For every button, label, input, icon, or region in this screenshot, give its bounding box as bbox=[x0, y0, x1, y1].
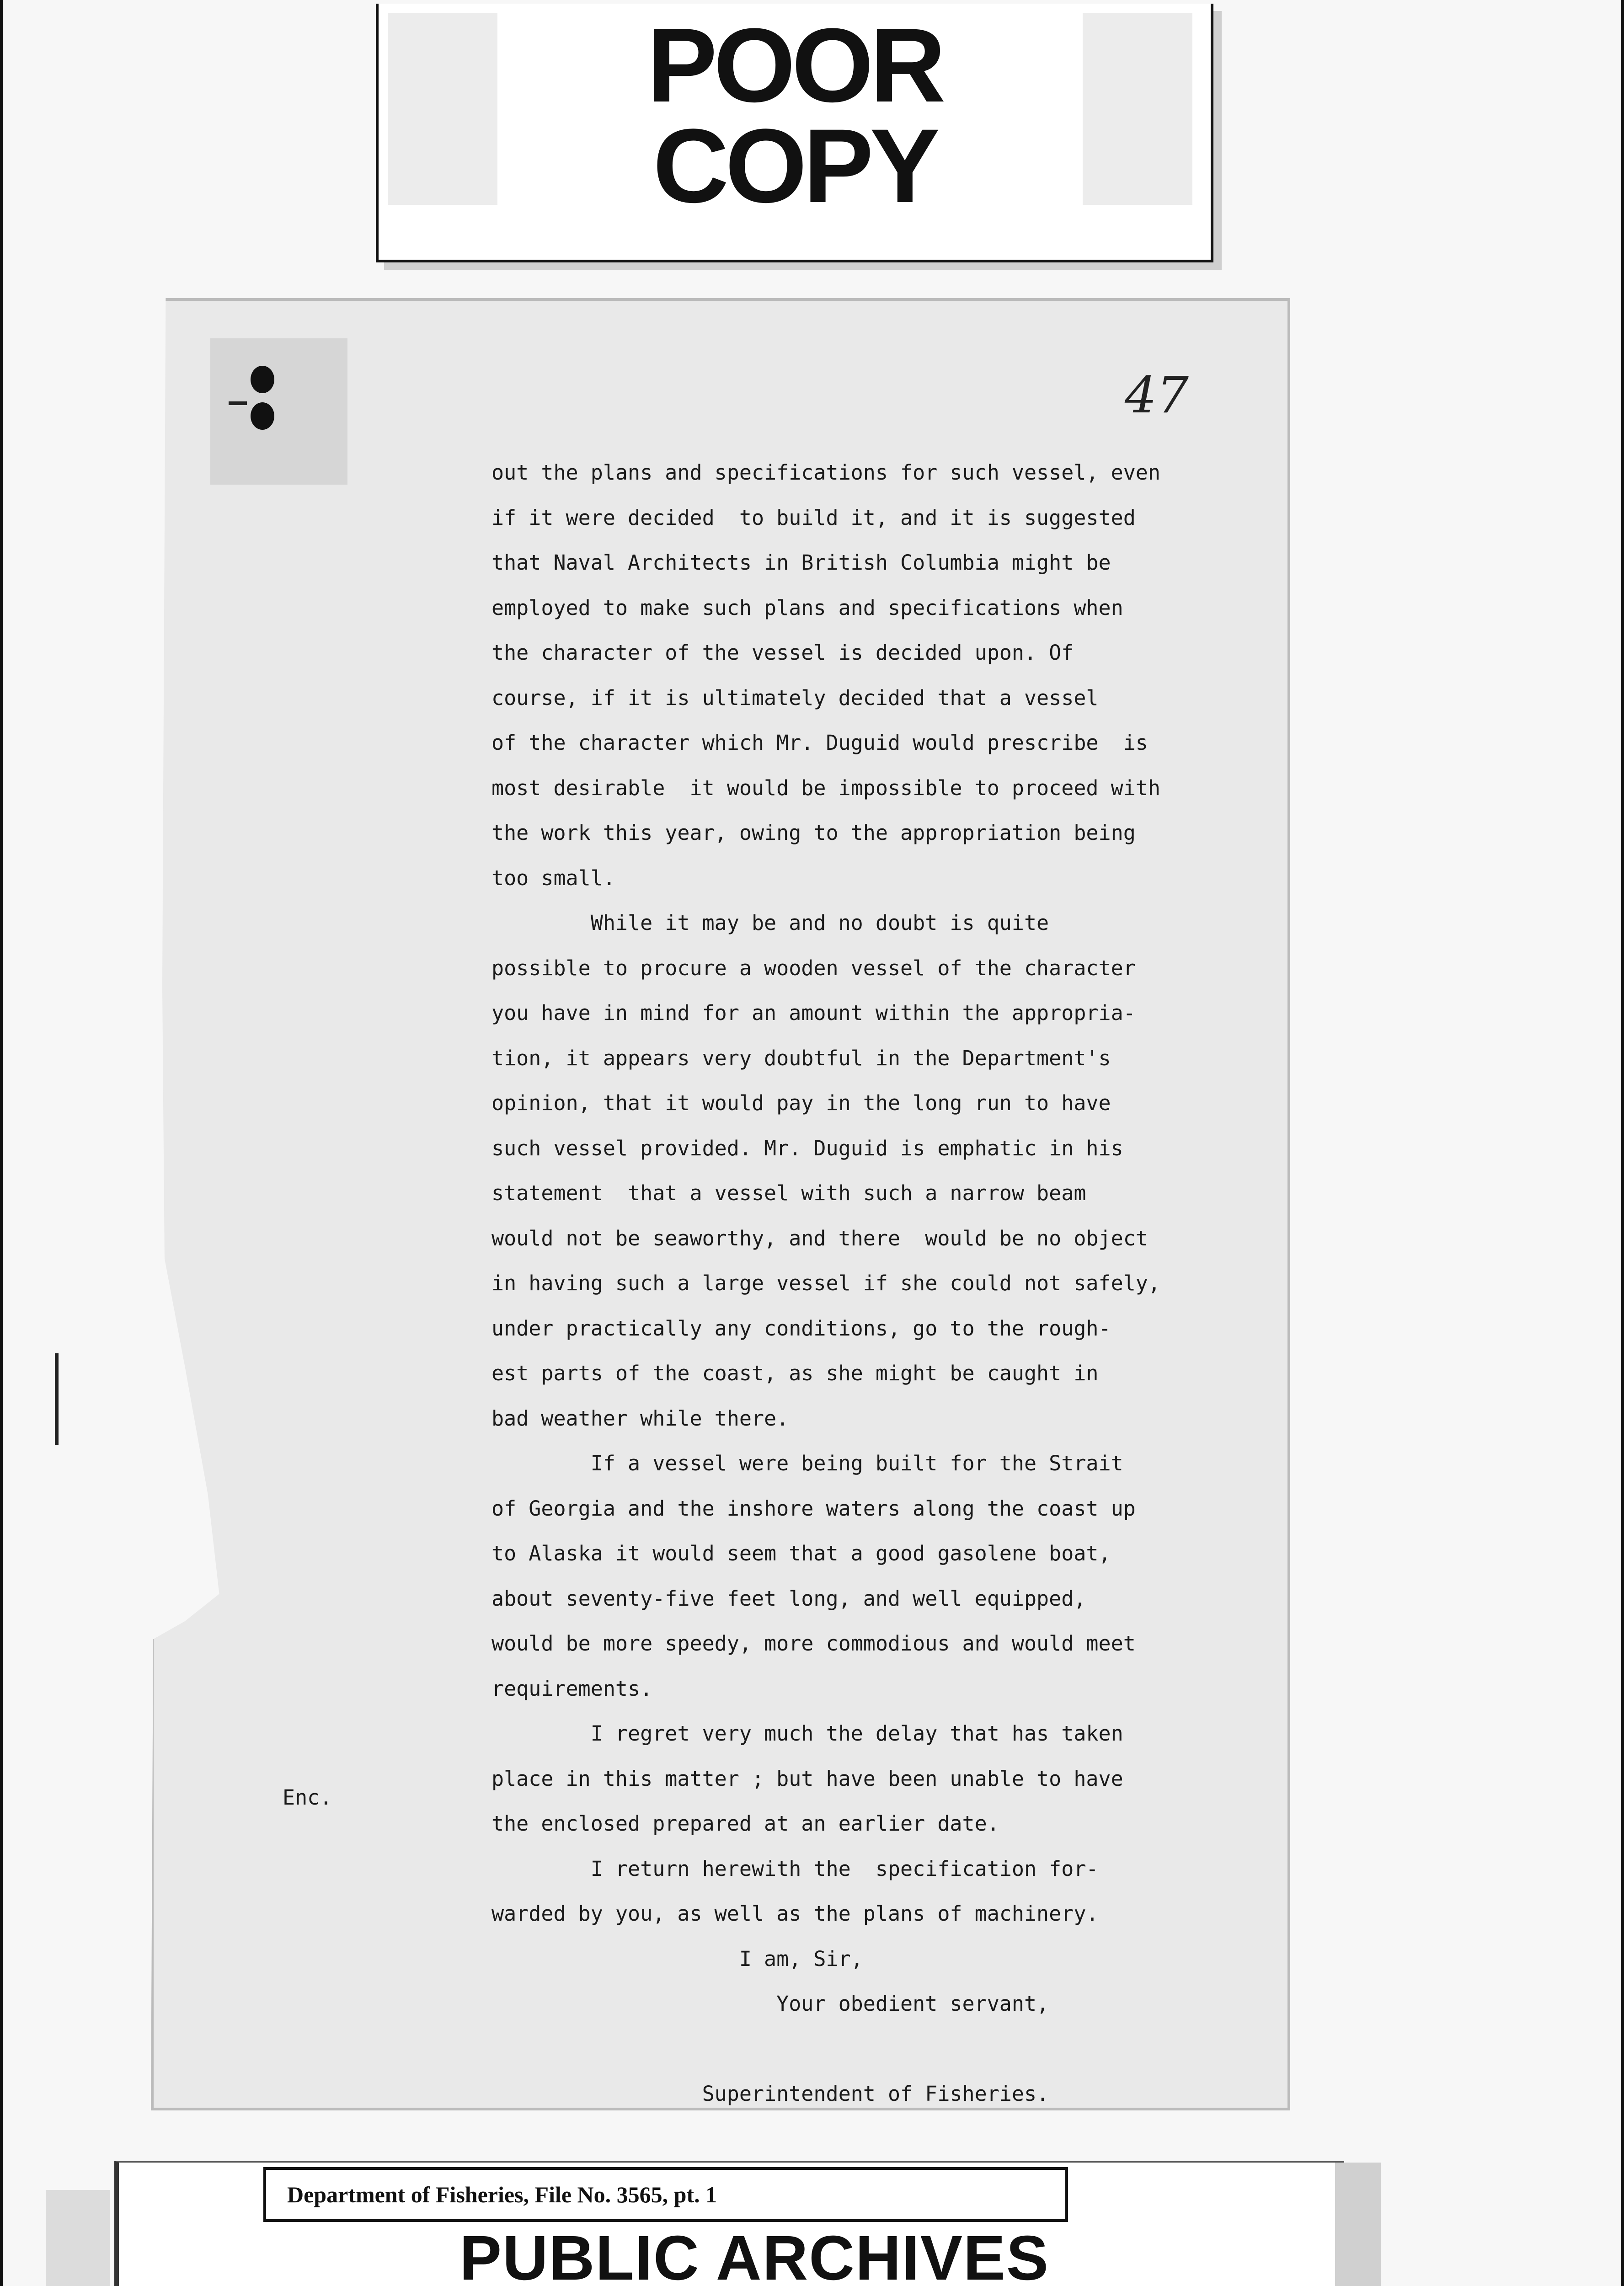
letter-line: est parts of the coast, as she might be caught in bbox=[491, 1361, 1099, 1385]
margin-dash bbox=[229, 401, 247, 405]
letter-line: most desirable it would be impossible to proceed with bbox=[491, 775, 1160, 800]
enclosure-label: Enc. bbox=[283, 1785, 332, 1810]
letter-line: the enclosed prepared at an earlier date. bbox=[491, 1811, 999, 1836]
letter-line: of the character which Mr. Duguid would prescribe is bbox=[491, 731, 1148, 755]
letter-line: place in this matter ; but have been unable to have bbox=[491, 1766, 1123, 1791]
letter-line: the work this year, owing to the appropriation being bbox=[491, 821, 1136, 845]
letter-line: that Naval Architects in British Columbia might be bbox=[491, 550, 1111, 575]
letter-line: to Alaska it would seem that a good gasolene boat, bbox=[491, 1541, 1111, 1565]
poor-copy-line2: COPY bbox=[653, 107, 936, 224]
poor-copy-label bbox=[376, 4, 1213, 262]
letter-line: in having such a large vessel if she could not safely, bbox=[491, 1271, 1160, 1295]
letter-line: would not be seaworthy, and there would be no object bbox=[491, 1226, 1148, 1250]
letter-line bbox=[491, 2027, 1269, 2072]
letter-line: warded by you, as well as the plans of machinery. bbox=[491, 1901, 1099, 1926]
letter-line: If a vessel were being built for the Strait bbox=[491, 1451, 1123, 1475]
letter-line: tion, it appears very doubtful in the Department's bbox=[491, 1046, 1111, 1070]
letter-line: the character of the vessel is decided upon. Of bbox=[491, 641, 1074, 665]
letter-line: out the plans and specifications for such vessel, even bbox=[491, 460, 1160, 485]
letter-body bbox=[491, 450, 1269, 2117]
letter-line: course, if it is ultimately decided that a vessel bbox=[491, 685, 1099, 710]
letter-line: Superintendent of Fisheries. bbox=[491, 2082, 1049, 2106]
letter-line: bad weather while there. bbox=[491, 1406, 789, 1431]
archive-title-english: PUBLIC ARCHIVES bbox=[459, 2223, 1049, 2286]
letter-line: requirements. bbox=[491, 1676, 653, 1701]
letter-line: I am, Sir, bbox=[491, 1946, 863, 1971]
punch-hole-bottom bbox=[251, 402, 274, 430]
letter-line: Your obedient servant, bbox=[491, 1992, 1049, 2016]
letter-line: employed to make such plans and specifications when bbox=[491, 595, 1123, 620]
punch-hole-top bbox=[251, 366, 274, 393]
letter-line: under practically any conditions, go to the rough- bbox=[491, 1316, 1111, 1341]
letter-line: I regret very much the delay that has taken bbox=[491, 1721, 1123, 1746]
letter-line: you have in mind for an amount within the appropria- bbox=[491, 1001, 1136, 1025]
punch-hole-area bbox=[210, 338, 347, 485]
letter-line: possible to procure a wooden vessel of the character bbox=[491, 956, 1136, 980]
handwritten-page-number: 47 bbox=[1125, 366, 1189, 424]
letter-line: if it were decided to build it, and it is suggested bbox=[491, 505, 1136, 530]
letter-line: opinion, that it would pay in the long run to have bbox=[491, 1091, 1111, 1115]
letter-line: such vessel provided. Mr. Duguid is emphatic in his bbox=[491, 1136, 1123, 1160]
letter-line: While it may be and no doubt is quite bbox=[491, 911, 1049, 935]
letter-line: statement that a vessel with such a narrow beam bbox=[491, 1181, 1086, 1205]
letter-line: I return herewith the specification for- bbox=[491, 1856, 1099, 1881]
letter-line: about seventy-five feet long, and well equipped, bbox=[491, 1586, 1086, 1611]
file-reference: Department of Fisheries, File No. 3565, pt. 1 bbox=[263, 2167, 1068, 2222]
letter-line: too small. bbox=[491, 865, 615, 890]
letter-line: of Georgia and the inshore waters along the coast up bbox=[491, 1496, 1136, 1521]
letter-line: would be more speedy, more commodious and would meet bbox=[491, 1631, 1136, 1656]
poor-copy-line1: POOR bbox=[647, 6, 942, 124]
margin-mark bbox=[55, 1353, 59, 1445]
